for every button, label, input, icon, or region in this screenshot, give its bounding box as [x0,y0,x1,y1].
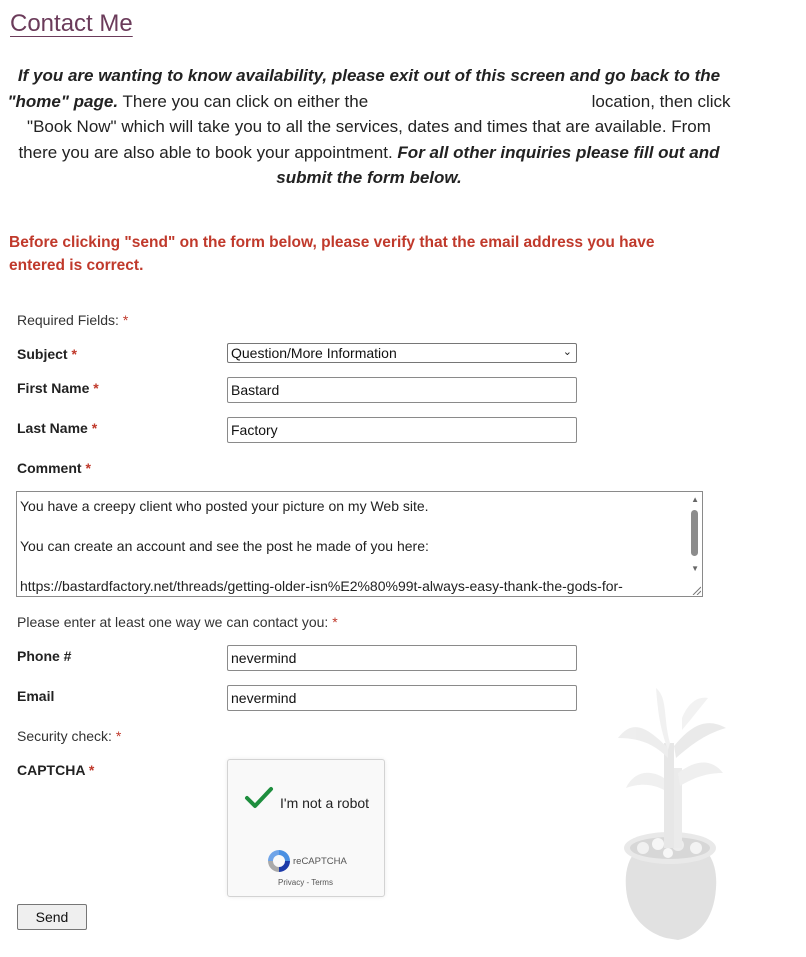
comment-line: https://bastardfactory.net/threads/getting-older-isn%E2%80%99t-always-easy-thank-the-gods-for- [20,578,623,594]
subject-selected-value: Question/More Information [231,345,397,361]
recaptcha-privacy-terms[interactable]: Privacy - Terms [278,878,333,887]
first-name-label: First Name * [17,380,99,396]
intro-text-2: location, then click "Book Now" which will take you to all the services, dates and times that are available. From there you are also able to book your appointment. [18,91,731,162]
scrollbar-thumb[interactable] [691,510,698,556]
page-title: Contact Me [10,10,133,37]
required-asterisk: * [122,312,129,328]
required-asterisk: * [332,614,338,630]
last-name-label: Last Name * [17,420,98,436]
comment-textarea[interactable] [16,491,703,597]
first-name-input[interactable]: Bastard [227,377,577,403]
required-asterisk: * [115,728,122,744]
required-asterisk: * [91,420,98,436]
required-asterisk: * [85,460,91,476]
recaptcha-logo-icon [266,848,292,874]
recaptcha-widget [227,759,385,897]
comment-label: Comment * [17,460,91,476]
last-name-input[interactable]: Factory [227,417,577,443]
phone-label: Phone # [17,648,72,664]
send-button[interactable]: Send [17,904,87,930]
security-check-label: Security check: * [17,728,122,744]
captcha-checkbox-text: I'm not a robot [280,795,370,811]
resize-handle-icon[interactable] [691,585,701,595]
comment-line: You have a creepy client who posted your picture on my Web site. [20,498,429,514]
intro-paragraph [6,63,732,191]
intro-text: There you can click on either the [118,91,373,111]
subject-select[interactable] [227,343,577,363]
checkmark-icon[interactable] [244,786,274,810]
captcha-label: CAPTCHA * [17,762,95,778]
plant-decoration [608,688,730,956]
chevron-down-icon: ⌄ [562,346,572,358]
scroll-up-arrow[interactable]: ▲ [691,495,699,504]
contact-prompt: Please enter at least one way we can contact you: * [17,614,338,630]
recaptcha-brand: reCAPTCHA [293,856,347,867]
email-label: Email [17,688,55,704]
email-input[interactable]: nevermind [227,685,577,711]
email-warning: Before clicking "send" on the form below, please verify that the email address you have entered is correct. [9,234,655,274]
comment-line: You can create an account and see the post he made of you here: [20,538,429,554]
required-asterisk: * [71,346,77,362]
redacted-location [373,97,587,107]
phone-input[interactable]: nevermind [227,645,577,671]
required-asterisk: * [88,762,95,778]
scroll-down-arrow[interactable]: ▼ [691,564,699,573]
required-fields-label: Required Fields: * [17,312,129,328]
intro-emphasis: If you are wanting to know availability, please exit out of this screen and go back to the "home" page. [7,66,721,111]
subject-label: Subject * [17,346,77,362]
required-asterisk: * [93,380,99,396]
intro-emphasis-2: For all other inquiries please fill out and submit the form below. [276,142,720,188]
